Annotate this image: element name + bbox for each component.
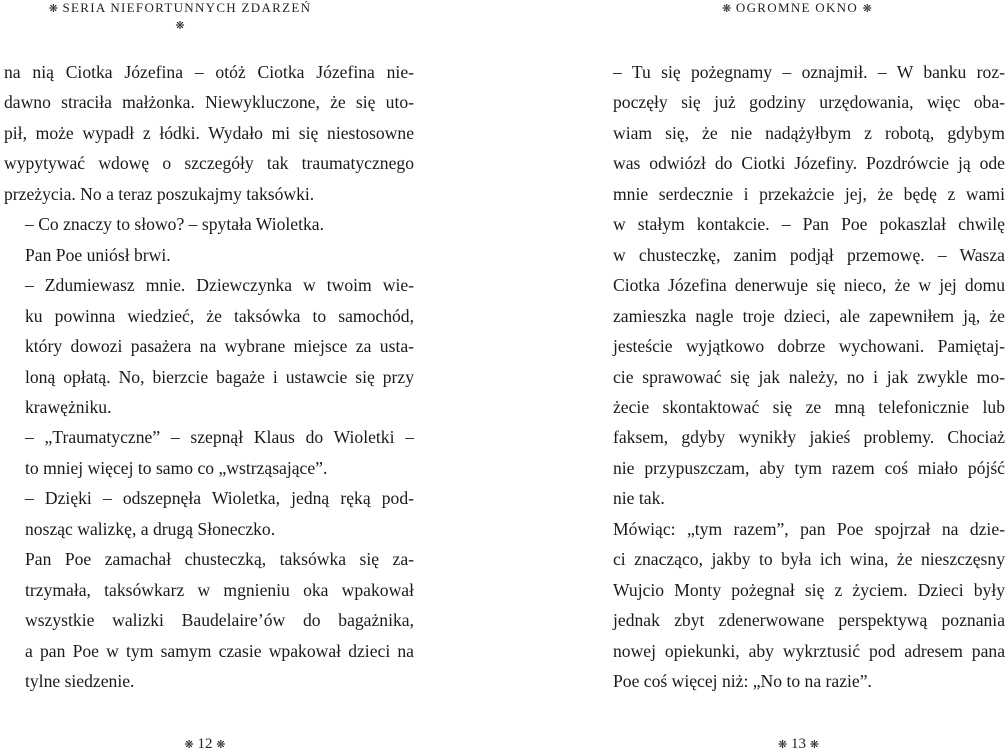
paragraph <box>592 514 1005 697</box>
text-line: wypytywać wdowę o szczegóły tak traumatycznego <box>4 153 414 174</box>
text-line: loną opłatą. No, bierzcie bagaże i ustawcie się przy <box>25 366 414 387</box>
paragraph <box>4 483 414 544</box>
text-line: dawno straciła małżonka. Niewykluczone, że się uto- <box>4 92 414 113</box>
text-line: nie przypuszczam, aby tym razem coś miało pójść <box>613 457 1005 478</box>
text-line: cie sprawować się jak należy, no i jak zwykle mo- <box>613 366 1005 387</box>
text-line: w chusteczkę, zanim podjął przemowę. – Wasza <box>613 244 1005 265</box>
text-line: który dowozi pasażera na wybrane miejsce za usta- <box>25 336 414 357</box>
text-line: to mniej więcej to samo co „wstrząsające”. <box>25 457 328 478</box>
paragraph <box>4 544 414 696</box>
text-line: nowej opiekunki, aby wykrztusić pod adresem pana <box>613 640 1005 661</box>
left-page-text <box>4 57 414 697</box>
right-head-ornament-start: ❋ <box>722 3 732 15</box>
text-line: mnie serdecznie i przekażcie jej, że będę z wami <box>613 183 1005 204</box>
text-line: wiam się, że nie nadążyłbym z robotą, gdybym <box>613 122 1005 143</box>
text-line: na nią Ciotka Józefina – otóż Ciotka Józefina nie- <box>4 62 414 82</box>
text-line: – Zdumiewasz mnie. Dziewczynka w twoim wie- <box>25 275 414 296</box>
text-line: ci znacząco, jakby to była ich wina, że nieszczęsny <box>613 549 1005 570</box>
text-line: nosząc walizkę, a drugą Słoneczko. <box>25 518 276 539</box>
text-line: – Dzięki – odszepnęła Wioletka, jedną ręką pod- <box>25 488 414 509</box>
text-line: poczęły się już godziny urzędowania, więc oba- <box>613 92 1005 113</box>
text-line: Mówiąc: „tym razem”, pan Poe spojrzał na dzie- <box>613 518 1005 539</box>
text-line: faksem, gdyby wynikły jakieś problemy. Chociaż <box>613 427 1005 448</box>
text-line: jesteście wyjątkowo dobrze wychowani. Pamiętaj- <box>613 336 1005 357</box>
text-line: przeżycia. No a teraz poszukajmy taksówki. <box>4 183 315 204</box>
right-head-ornament-end: ❋ <box>862 3 872 15</box>
left-page-number <box>0 735 410 754</box>
right-page-number-text: 13 <box>791 736 806 752</box>
text-line: – Tu się pożegnamy – oznajmił. – W banku roz- <box>613 62 1005 82</box>
paragraph <box>4 209 414 239</box>
text-line: trzymała, taksówkarz w mgnieniu oka wpakował <box>25 579 414 600</box>
left-folio-ornament-end: ❋ <box>216 739 226 751</box>
right-folio-ornament-end: ❋ <box>809 739 819 751</box>
text-line: – „Traumatyczne” – szepnął Klaus do Wioletki – <box>25 427 414 448</box>
paragraph <box>4 422 414 483</box>
left-running-head <box>45 0 315 34</box>
text-line: nie tak. <box>613 488 665 509</box>
text-line: żecie skontaktować się ze mną telefonicznie lub <box>613 396 1005 417</box>
text-line: wszystkie walizki Baudelaire’ów do bagażnika, <box>25 610 414 631</box>
left-head-ornament-start: ❋ <box>48 3 58 15</box>
right-page-text <box>592 57 1005 697</box>
right-running-head <box>702 0 892 17</box>
right-running-head-text: OGROMNE OKNO <box>735 0 859 15</box>
right-folio-ornament-start: ❋ <box>778 739 788 751</box>
text-line: Pan Poe uniósł brwi. <box>25 244 171 265</box>
text-line: Wujcio Monty pożegnał się z życiem. Dzieci były <box>613 579 1005 600</box>
text-line: Ciotka Józefina denerwuje się nieco, że w jej domu <box>613 275 1005 296</box>
text-line: a pan Poe w tym samym czasie wpakował dzieci na <box>25 640 414 661</box>
left-folio-ornament-start: ❋ <box>184 739 194 751</box>
text-line: ku powinna wiedzieć, że taksówka to samochód, <box>25 305 414 326</box>
text-line: was odwiózł do Ciotki Józefiny. Pozdrówcie ją ode <box>613 153 1005 174</box>
paragraph <box>4 240 414 270</box>
text-line: w stałym kontakcie. – Pan Poe pokaszlał chwilę <box>613 214 1005 235</box>
text-line: Pan Poe zamachał chusteczką, taksówka się za- <box>25 549 414 570</box>
left-page-number-text: 12 <box>197 736 213 752</box>
left-head-ornament-end: ❋ <box>175 20 185 32</box>
text-line: – Co znaczy to słowo? – spytała Wioletka. <box>25 214 324 235</box>
paragraph <box>592 57 1005 514</box>
paragraph <box>4 270 414 422</box>
text-line: zamieszka nagle troje dzieci, ale zapewniłem ją, że <box>613 305 1005 326</box>
text-line: jednak zbyt zdenerwowane perspektywą poznania <box>613 610 1005 631</box>
paragraph <box>4 57 414 209</box>
text-line: krawężniku. <box>25 396 112 417</box>
text-line: pił, może wypadł z łódki. Wydało mi się niestosowne <box>4 122 414 143</box>
left-running-head-text: SERIA NIEFORTUNNYCH ZDARZEŃ <box>62 0 312 15</box>
text-line: Poe coś więcej niż: „No to na razie”. <box>613 671 872 692</box>
right-page-number <box>592 735 1005 754</box>
text-line: tylne siedzenie. <box>25 671 135 692</box>
right-page <box>592 0 1008 752</box>
left-page <box>0 0 430 752</box>
